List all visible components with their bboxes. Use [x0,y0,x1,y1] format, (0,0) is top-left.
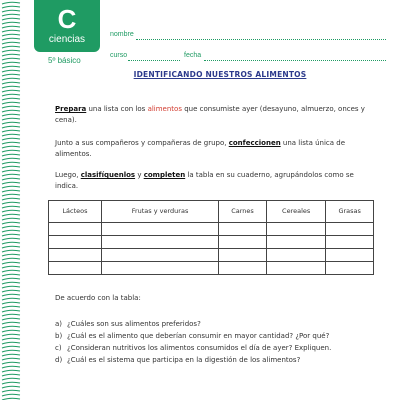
instruction-text: y [135,171,144,179]
binding-stroke [2,214,20,216]
table-cell[interactable] [49,223,102,236]
binding-stroke [2,42,20,44]
binding-stroke [2,390,20,392]
instruction-verb: completen [143,171,186,179]
table-cell[interactable] [266,223,325,236]
binding-stroke [2,238,20,240]
binding-stroke [2,138,20,140]
question-label: c) [55,344,62,352]
binding-stroke [2,382,20,384]
binding-stroke [2,18,20,20]
instruction-text: una lista con los [86,105,148,113]
list-item [55,318,385,330]
binding-stroke [2,22,20,24]
binding-stroke [2,270,20,272]
binding-stroke [2,250,20,252]
table-row [49,223,374,236]
subject-label: ciencias [48,34,86,45]
binding-stroke [2,186,20,188]
binding-stroke [2,198,20,200]
binding-stroke [2,82,20,84]
column-header: Frutas y verduras [101,201,218,223]
binding-stroke [2,306,20,308]
binding-stroke [2,290,20,292]
table-cell[interactable] [101,249,218,262]
table-cell[interactable] [101,236,218,249]
binding-stroke [2,106,20,108]
binding-stroke [2,362,20,364]
instruction-verb: Prepara [55,105,87,113]
binding-stroke [2,50,20,52]
binding-stroke [2,74,20,76]
binding-stroke [2,70,20,72]
binding-stroke [2,310,20,312]
binding-stroke [2,202,20,204]
binding-stroke [2,226,20,228]
binding-stroke [2,94,20,96]
binding-stroke [2,350,20,352]
food-classification-table [48,200,374,275]
binding-stroke [2,318,20,320]
binding-stroke [2,394,20,396]
binding-stroke [2,298,20,300]
column-header: Cereales [266,201,325,223]
list-item [55,330,385,342]
binding-stroke [2,114,20,116]
binding-stroke [2,234,20,236]
binding-stroke [2,126,20,128]
binding-stroke [2,370,20,372]
binding-stroke [2,338,20,340]
list-item [55,354,385,366]
date-field[interactable] [204,60,386,61]
instruction-text: Junto a sus compañeros y compañeras de grupo, [55,139,229,147]
binding-stroke [2,242,20,244]
question-list [55,318,385,366]
binding-stroke [2,266,20,268]
instruction-verb: clasifíquenlos [80,171,136,179]
column-header: Lácteos [49,201,102,223]
binding-stroke [2,346,20,348]
binding-stroke [2,174,20,176]
binding-stroke [2,358,20,360]
table-cell[interactable] [49,262,102,275]
binding-stroke [2,222,20,224]
question-text: ¿Cuál es el sistema que participa en la digestión de los alimentos? [67,356,301,364]
binding-stroke [2,170,20,172]
grade-label: 5º básico [48,56,81,65]
table-cell[interactable] [219,223,267,236]
badge-letter: C [57,4,77,34]
binding-stroke [2,62,20,64]
date-label: fecha [184,52,202,59]
table-cell[interactable] [266,262,325,275]
binding-stroke [2,14,20,16]
course-field[interactable] [128,60,180,61]
binding-stroke [2,162,20,164]
binding-stroke [2,374,20,376]
binding-stroke [2,30,20,32]
table-cell[interactable] [49,249,102,262]
table-cell[interactable] [101,262,218,275]
binding-stroke [2,354,20,356]
table-row [49,262,374,275]
binding-stroke [2,334,20,336]
binding-stroke [2,58,20,60]
question-label: b) [55,332,63,340]
table-row [49,249,374,262]
binding-stroke [2,38,20,40]
highlight-word: alimentos [147,105,182,113]
binding-stroke [2,206,20,208]
name-field[interactable] [136,39,386,40]
subject-badge [34,0,100,52]
question-label: a) [55,320,63,328]
instruction-text: Luego, [55,171,81,179]
binding-stroke [2,10,20,12]
binding-stroke [2,166,20,168]
column-header: Grasas [326,201,374,223]
question-text: ¿Consideran nutritivos los alimentos consumidos el día de ayer? Expliquen. [67,344,332,352]
binding-stroke [2,78,20,80]
questions-intro: De acuerdo con la tabla: [55,294,141,302]
binding-stroke [2,190,20,192]
table-cell[interactable] [219,249,267,262]
instruction-text: la tabla en su cuaderno, agrupándolos como se indica. [55,171,354,190]
binding-stroke [2,34,20,36]
binding-stroke [2,110,20,112]
name-label: nombre [110,31,134,38]
binding-stroke [2,122,20,124]
binding-stroke [2,366,20,368]
instruction-1 [55,104,370,126]
binding-stroke [2,218,20,220]
table-cell[interactable] [326,223,374,236]
binding-stroke [2,326,20,328]
binding-stroke [2,98,20,100]
instruction-text: que consumiste ayer (desayuno, almuerzo, onces y cena). [55,105,365,124]
table-cell[interactable] [266,236,325,249]
binding-stroke [2,26,20,28]
binding-stroke [2,278,20,280]
binding-stroke [2,386,20,388]
binding-stroke [2,182,20,184]
binding-stroke [2,314,20,316]
table-cell[interactable] [326,249,374,262]
table-cell[interactable] [219,262,267,275]
binding-stroke [2,6,20,8]
binding-stroke [2,210,20,212]
binding-stroke [2,158,20,160]
table-cell[interactable] [219,236,267,249]
table-cell[interactable] [101,223,218,236]
table-header-row [49,201,374,223]
binding-stroke [2,330,20,332]
column-header: Carnes [219,201,267,223]
binding-stroke [2,246,20,248]
course-label: curso [110,52,128,59]
binding-stroke [2,102,20,104]
binding-stroke [2,150,20,152]
binding-stroke [2,46,20,48]
binding-stroke [2,54,20,56]
binding-stroke [2,66,20,68]
binding-stroke [2,90,20,92]
binding-stroke [2,262,20,264]
question-text: ¿Cuál es el alimento que deberían consumir en mayor cantidad? ¿Por qué? [67,332,330,340]
table-row [49,236,374,249]
binding-stroke [2,274,20,276]
page-title: IDENTIFICANDO NUESTROS ALIMENTOS [133,70,307,79]
binding-stroke [2,86,20,88]
instruction-verb: confeccionen [228,139,281,147]
instruction-3 [55,170,370,192]
question-label: d) [55,356,63,364]
binding-stroke [2,378,20,380]
binding-stroke [2,194,20,196]
binding-stroke [2,254,20,256]
binding-stroke [2,142,20,144]
binding-stroke [2,302,20,304]
binding-stroke [2,118,20,120]
binding-stroke [2,2,20,4]
spiral-binding [0,0,28,400]
instruction-text: una lista única de alimentos. [55,139,346,158]
table-cell[interactable] [326,236,374,249]
binding-stroke [2,286,20,288]
binding-stroke [2,294,20,296]
instruction-2 [55,138,370,160]
question-text: ¿Cuáles son sus alimentos preferidos? [67,320,201,328]
binding-stroke [2,230,20,232]
table-cell[interactable] [49,236,102,249]
binding-stroke [2,154,20,156]
binding-stroke [2,130,20,132]
binding-stroke [2,322,20,324]
binding-stroke [2,146,20,148]
binding-stroke [2,134,20,136]
binding-stroke [2,178,20,180]
table-cell[interactable] [326,262,374,275]
list-item [55,342,385,354]
binding-stroke [2,342,20,344]
binding-stroke [2,282,20,284]
table-cell[interactable] [266,249,325,262]
binding-stroke [2,258,20,260]
